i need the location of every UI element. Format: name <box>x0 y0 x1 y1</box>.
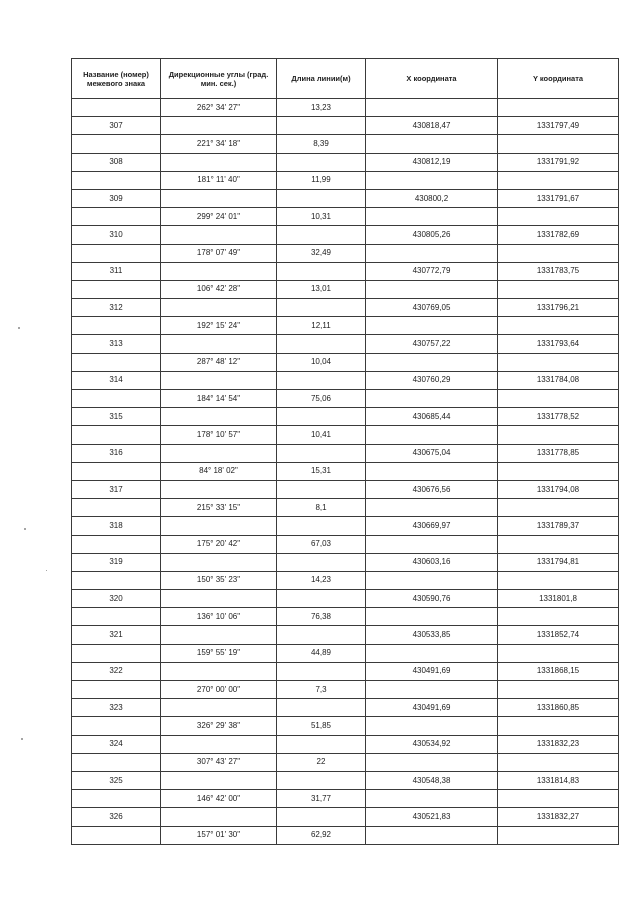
cell-angle: 84° 18' 02" <box>161 462 277 480</box>
table-row <box>72 735 619 753</box>
header-angle: Дирекционные углы (град. мин. сек.) <box>161 59 277 99</box>
cell-y: 1331784,08 <box>498 371 619 389</box>
cell-y <box>498 135 619 153</box>
cell-x: 430533,85 <box>366 626 498 644</box>
cell-length <box>277 480 366 498</box>
cell-length <box>277 262 366 280</box>
scan-speckle <box>46 570 47 571</box>
cell-angle <box>161 553 277 571</box>
cell-name <box>72 717 161 735</box>
cell-x: 430760,29 <box>366 371 498 389</box>
table-row <box>72 608 619 626</box>
cell-angle: 178° 07' 49" <box>161 244 277 262</box>
cell-angle <box>161 189 277 207</box>
cell-name: 314 <box>72 371 161 389</box>
cell-x <box>366 208 498 226</box>
cell-angle <box>161 335 277 353</box>
table-row <box>72 553 619 571</box>
cell-name <box>72 608 161 626</box>
table-row <box>72 753 619 771</box>
cell-x <box>366 790 498 808</box>
table-row <box>72 226 619 244</box>
cell-y <box>498 317 619 335</box>
cell-name: 322 <box>72 662 161 680</box>
table-row <box>72 280 619 298</box>
cell-name <box>72 790 161 808</box>
cell-name: 324 <box>72 735 161 753</box>
cell-name: 317 <box>72 480 161 498</box>
cell-length: 8,39 <box>277 135 366 153</box>
cell-name <box>72 426 161 444</box>
cell-x <box>366 390 498 408</box>
cell-angle <box>161 590 277 608</box>
table-row <box>72 462 619 480</box>
cell-y: 1331852,74 <box>498 626 619 644</box>
cell-x <box>366 608 498 626</box>
table-row <box>72 499 619 517</box>
cell-x <box>366 171 498 189</box>
cell-y <box>498 171 619 189</box>
cell-angle <box>161 117 277 135</box>
cell-x: 430590,76 <box>366 590 498 608</box>
cell-y <box>498 390 619 408</box>
table-row <box>72 117 619 135</box>
cell-y: 1331832,23 <box>498 735 619 753</box>
cell-name <box>72 317 161 335</box>
cell-x: 430669,97 <box>366 517 498 535</box>
cell-y <box>498 208 619 226</box>
cell-name: 310 <box>72 226 161 244</box>
cell-y: 1331860,85 <box>498 699 619 717</box>
cell-name <box>72 462 161 480</box>
cell-name <box>72 244 161 262</box>
cell-length: 31,77 <box>277 790 366 808</box>
cell-x <box>366 535 498 553</box>
cell-name: 307 <box>72 117 161 135</box>
scan-speckle <box>18 327 20 329</box>
cell-angle <box>161 408 277 426</box>
cell-y: 1331796,21 <box>498 299 619 317</box>
table-row <box>72 353 619 371</box>
cell-name: 313 <box>72 335 161 353</box>
cell-name: 326 <box>72 808 161 826</box>
cell-length: 13,01 <box>277 280 366 298</box>
cell-length <box>277 626 366 644</box>
cell-x: 430676,56 <box>366 480 498 498</box>
cell-angle: 136° 10' 06" <box>161 608 277 626</box>
cell-name <box>72 826 161 844</box>
table-row <box>72 189 619 207</box>
cell-length <box>277 735 366 753</box>
table-row <box>72 644 619 662</box>
cell-x <box>366 426 498 444</box>
cell-angle <box>161 153 277 171</box>
cell-angle <box>161 262 277 280</box>
header-length: Длина линии(м) <box>277 59 366 99</box>
cell-y <box>498 681 619 699</box>
cell-length: 14,23 <box>277 571 366 589</box>
cell-y: 1331868,15 <box>498 662 619 680</box>
cell-name: 316 <box>72 444 161 462</box>
cell-x <box>366 353 498 371</box>
cell-name <box>72 208 161 226</box>
cell-angle: 175° 20' 42" <box>161 535 277 553</box>
table-row <box>72 681 619 699</box>
cell-y: 1331801,8 <box>498 590 619 608</box>
cell-angle: 221° 34' 18" <box>161 135 277 153</box>
cell-length: 12,11 <box>277 317 366 335</box>
cell-length: 22 <box>277 753 366 771</box>
cell-angle <box>161 626 277 644</box>
cell-y: 1331782,69 <box>498 226 619 244</box>
cell-length <box>277 189 366 207</box>
cell-length <box>277 408 366 426</box>
table-row <box>72 790 619 808</box>
cell-name: 312 <box>72 299 161 317</box>
cell-angle <box>161 808 277 826</box>
table-row <box>72 426 619 444</box>
cell-y: 1331832,27 <box>498 808 619 826</box>
table-row <box>72 390 619 408</box>
cell-x: 430675,04 <box>366 444 498 462</box>
cell-x: 430757,22 <box>366 335 498 353</box>
cell-length: 7,3 <box>277 681 366 699</box>
cell-length <box>277 371 366 389</box>
cell-length <box>277 517 366 535</box>
cell-y: 1331791,67 <box>498 189 619 207</box>
cell-y <box>498 462 619 480</box>
cell-y <box>498 790 619 808</box>
cell-angle: 181° 11' 40" <box>161 171 277 189</box>
cell-y: 1331778,52 <box>498 408 619 426</box>
cell-y: 1331789,37 <box>498 517 619 535</box>
cell-length: 51,85 <box>277 717 366 735</box>
cell-x <box>366 99 498 117</box>
cell-length: 67,03 <box>277 535 366 553</box>
cell-angle <box>161 480 277 498</box>
table-row <box>72 771 619 789</box>
table-row <box>72 662 619 680</box>
table-header-row <box>72 59 619 99</box>
cell-angle: 326° 29' 38" <box>161 717 277 735</box>
cell-name <box>72 571 161 589</box>
header-name: Название (номер) межевого знака <box>72 59 161 99</box>
cell-name: 311 <box>72 262 161 280</box>
scan-speckle <box>24 528 26 530</box>
cell-angle: 178° 10' 57" <box>161 426 277 444</box>
cell-angle <box>161 699 277 717</box>
cell-angle <box>161 662 277 680</box>
cell-angle <box>161 299 277 317</box>
cell-name <box>72 499 161 517</box>
cell-name <box>72 644 161 662</box>
cell-x: 430800,2 <box>366 189 498 207</box>
cell-x: 430685,44 <box>366 408 498 426</box>
cell-angle <box>161 735 277 753</box>
cell-x <box>366 753 498 771</box>
cell-y <box>498 280 619 298</box>
cell-length: 10,31 <box>277 208 366 226</box>
cell-name <box>72 135 161 153</box>
cell-y <box>498 753 619 771</box>
cell-y <box>498 244 619 262</box>
table-row <box>72 408 619 426</box>
cell-angle <box>161 517 277 535</box>
cell-y <box>498 717 619 735</box>
cell-length <box>277 444 366 462</box>
cell-angle: 270° 00' 00" <box>161 681 277 699</box>
cell-length <box>277 299 366 317</box>
table-row <box>72 808 619 826</box>
cell-x <box>366 244 498 262</box>
table-row <box>72 99 619 117</box>
cell-length <box>277 117 366 135</box>
table-row <box>72 826 619 844</box>
cell-y: 1331794,08 <box>498 480 619 498</box>
cell-name: 320 <box>72 590 161 608</box>
cell-x <box>366 135 498 153</box>
cell-name <box>72 753 161 771</box>
table-row <box>72 590 619 608</box>
cell-x <box>366 317 498 335</box>
cell-name: 315 <box>72 408 161 426</box>
cell-y <box>498 535 619 553</box>
table-row <box>72 171 619 189</box>
cell-angle <box>161 444 277 462</box>
cell-x: 430772,79 <box>366 262 498 280</box>
cell-length: 75,06 <box>277 390 366 408</box>
cell-x: 430491,69 <box>366 699 498 717</box>
cell-name <box>72 280 161 298</box>
cell-angle: 146° 42' 00" <box>161 790 277 808</box>
table-row <box>72 317 619 335</box>
coordinates-table <box>71 58 619 845</box>
cell-length <box>277 699 366 717</box>
cell-angle: 215° 33' 15" <box>161 499 277 517</box>
cell-length <box>277 662 366 680</box>
cell-angle: 157° 01' 30" <box>161 826 277 844</box>
cell-y <box>498 99 619 117</box>
cell-angle: 192° 15' 24" <box>161 317 277 335</box>
cell-angle <box>161 226 277 244</box>
table-row <box>72 699 619 717</box>
cell-name: 321 <box>72 626 161 644</box>
table-row <box>72 299 619 317</box>
cell-length <box>277 808 366 826</box>
cell-length: 62,92 <box>277 826 366 844</box>
cell-x <box>366 717 498 735</box>
cell-y <box>498 571 619 589</box>
table-row <box>72 626 619 644</box>
header-x: Х координата <box>366 59 498 99</box>
cell-length: 76,38 <box>277 608 366 626</box>
cell-y <box>498 499 619 517</box>
cell-x: 430534,92 <box>366 735 498 753</box>
cell-name: 318 <box>72 517 161 535</box>
cell-y: 1331793,64 <box>498 335 619 353</box>
table-row <box>72 535 619 553</box>
cell-x <box>366 681 498 699</box>
cell-length <box>277 226 366 244</box>
cell-length <box>277 553 366 571</box>
cell-x <box>366 462 498 480</box>
cell-angle: 307° 43' 27" <box>161 753 277 771</box>
cell-name <box>72 535 161 553</box>
cell-length <box>277 335 366 353</box>
cell-y <box>498 353 619 371</box>
cell-y <box>498 608 619 626</box>
cell-x: 430521,83 <box>366 808 498 826</box>
scan-speckle <box>21 738 23 740</box>
cell-length: 10,41 <box>277 426 366 444</box>
table-row <box>72 208 619 226</box>
table-row <box>72 717 619 735</box>
cell-x: 430805,26 <box>366 226 498 244</box>
cell-name <box>72 171 161 189</box>
cell-x: 430603,16 <box>366 553 498 571</box>
cell-name: 325 <box>72 771 161 789</box>
cell-length <box>277 590 366 608</box>
table-row <box>72 262 619 280</box>
cell-y: 1331791,92 <box>498 153 619 171</box>
table-row <box>72 244 619 262</box>
cell-length: 13,23 <box>277 99 366 117</box>
table-row <box>72 153 619 171</box>
cell-y: 1331783,75 <box>498 262 619 280</box>
cell-name: 308 <box>72 153 161 171</box>
table-row <box>72 371 619 389</box>
cell-angle <box>161 371 277 389</box>
table-row <box>72 517 619 535</box>
cell-angle: 287° 48' 12" <box>161 353 277 371</box>
cell-angle: 150° 35' 23" <box>161 571 277 589</box>
header-y: Y координата <box>498 59 619 99</box>
table-row <box>72 480 619 498</box>
cell-length: 11,99 <box>277 171 366 189</box>
cell-y: 1331778,85 <box>498 444 619 462</box>
cell-length <box>277 771 366 789</box>
cell-x <box>366 280 498 298</box>
cell-name <box>72 99 161 117</box>
cell-y <box>498 826 619 844</box>
cell-x <box>366 644 498 662</box>
cell-angle: 262° 34' 27" <box>161 99 277 117</box>
cell-x: 430812,19 <box>366 153 498 171</box>
cell-y <box>498 644 619 662</box>
cell-name: 319 <box>72 553 161 571</box>
cell-name: 309 <box>72 189 161 207</box>
cell-y: 1331794,81 <box>498 553 619 571</box>
table-row <box>72 444 619 462</box>
cell-name <box>72 390 161 408</box>
cell-x: 430769,05 <box>366 299 498 317</box>
cell-x <box>366 499 498 517</box>
cell-angle: 184° 14' 54" <box>161 390 277 408</box>
cell-length: 15,31 <box>277 462 366 480</box>
cell-name <box>72 681 161 699</box>
cell-length: 44,89 <box>277 644 366 662</box>
cell-angle: 299° 24' 01" <box>161 208 277 226</box>
cell-x <box>366 826 498 844</box>
cell-y: 1331797,49 <box>498 117 619 135</box>
cell-y: 1331814,83 <box>498 771 619 789</box>
cell-x: 430548,38 <box>366 771 498 789</box>
cell-x <box>366 571 498 589</box>
cell-angle: 159° 55' 19" <box>161 644 277 662</box>
cell-length <box>277 153 366 171</box>
cell-name <box>72 353 161 371</box>
table-row <box>72 335 619 353</box>
cell-angle <box>161 771 277 789</box>
cell-name: 323 <box>72 699 161 717</box>
table-body <box>72 99 619 845</box>
cell-length: 10,04 <box>277 353 366 371</box>
table-row <box>72 571 619 589</box>
document-page <box>71 58 618 845</box>
cell-x: 430818,47 <box>366 117 498 135</box>
cell-angle: 106° 42' 28" <box>161 280 277 298</box>
cell-length: 32,49 <box>277 244 366 262</box>
cell-x: 430491,69 <box>366 662 498 680</box>
table-row <box>72 135 619 153</box>
cell-length: 8,1 <box>277 499 366 517</box>
cell-y <box>498 426 619 444</box>
